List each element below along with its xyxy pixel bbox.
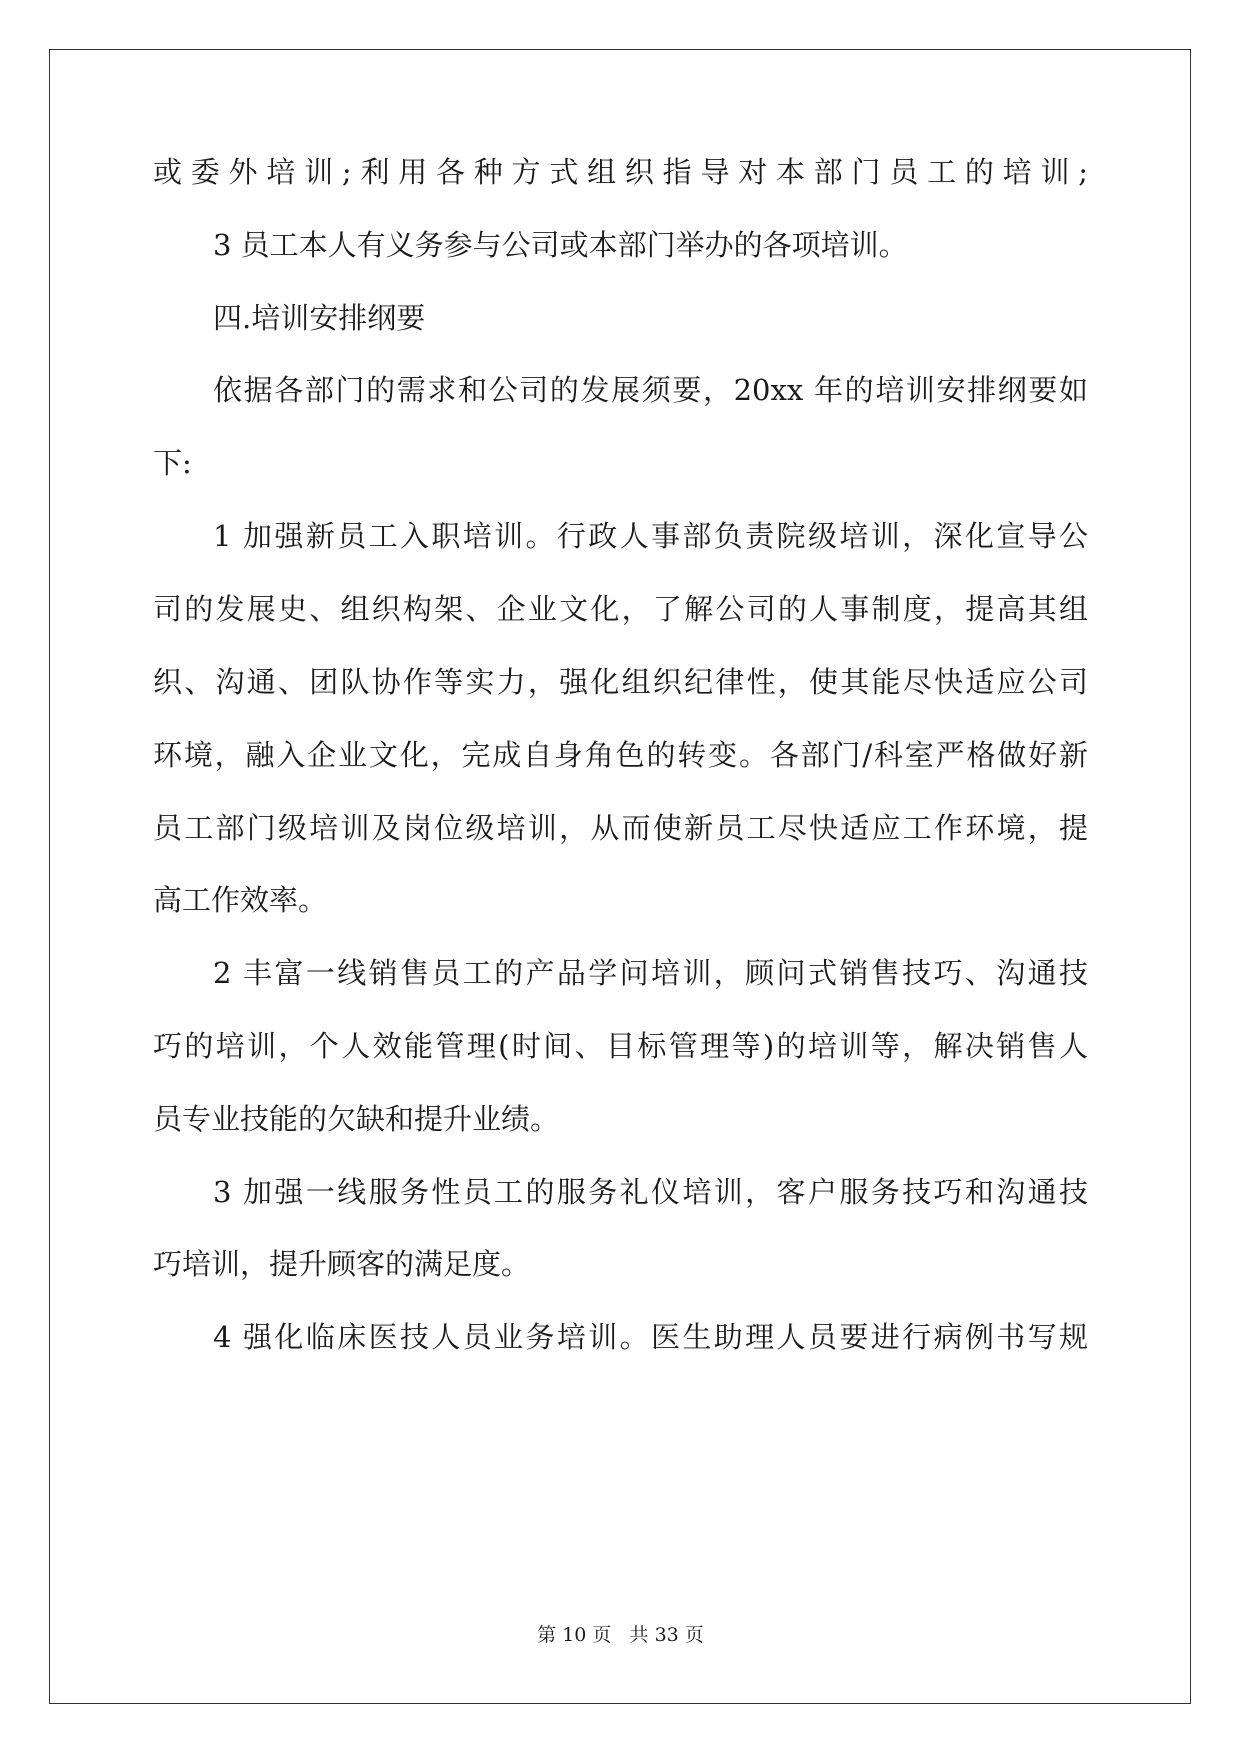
paragraph-line: 3 加强一线服务性员工的服务礼仪培训，客户服务技巧和沟通技 [213, 1175, 1088, 1209]
paragraph-line: 司的发展史、组织构架、企业文化，了解公司的人事制度，提高其组 [153, 592, 1088, 626]
paragraph-line: 4 强化临床医技人员业务培训。医生助理人员要进行病例书写规 [213, 1320, 1088, 1354]
page-number-footer: 第 10 页 共 33 页 [537, 1624, 704, 1646]
paragraph-line: 巧培训，提升顾客的满足度。 [153, 1247, 531, 1281]
paragraph-line: 2 丰富一线销售员工的产品学问培训，顾问式销售技巧、沟通技 [213, 956, 1088, 990]
paragraph-line: 织、沟通、团队协作等实力，强化组织纪律性，使其能尽快适应公司 [153, 665, 1088, 699]
paragraph-line: 下: [153, 446, 192, 480]
paragraph-line: 1 加强新员工入职培训。行政人事部负责院级培训，深化宣导公 [213, 519, 1088, 553]
paragraph-line: 或委外培训;利用各种方式组织指导对本部门员工的培训; [153, 155, 1088, 189]
paragraph-line: 环境，融入企业文化，完成自身角色的转变。各部门/科室严格做好新 [153, 738, 1088, 772]
paragraph-line: 员工部门级培训及岗位级培训，从而使新员工尽快适应工作环境，提 [153, 811, 1088, 845]
paragraph-line: 依据各部门的需求和公司的发展须要，20xx 年的培训安排纲要如 [213, 373, 1088, 407]
section-heading: 四.培训安排纲要 [213, 301, 426, 335]
paragraph-line: 员专业技能的欠缺和提升业绩。 [153, 1102, 560, 1136]
paragraph-line: 高工作效率。 [153, 883, 328, 917]
paragraph-line: 3 员工本人有义务参与公司或本部门举办的各项培训。 [213, 228, 908, 262]
paragraph-line: 巧的培训，个人效能管理(时间、目标管理等)的培训等，解决销售人 [153, 1029, 1088, 1063]
